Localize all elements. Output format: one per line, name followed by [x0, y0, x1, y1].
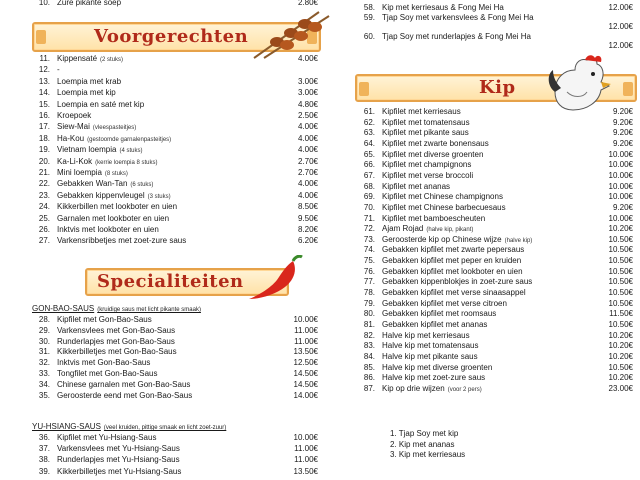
item-price: 2.70€ [297, 168, 318, 177]
section-title: Voorgerechten [94, 26, 249, 47]
item-name: Halve kip met diverse groenten [382, 362, 493, 372]
item-price: 10.50€ [608, 266, 633, 276]
menu-item [355, 245, 635, 255]
menu-item [355, 41, 635, 51]
menu-item [30, 122, 320, 132]
item-price: 10.00€ [608, 170, 633, 180]
menu-item [355, 288, 635, 298]
item-number: 85. [363, 362, 375, 372]
item-number: 84. [363, 351, 375, 361]
menu-item [355, 182, 635, 192]
item-number: 39. [38, 466, 50, 476]
item-name: Kip met kerriesaus & Fong Mei Ha [382, 3, 504, 12]
menu-item [30, 88, 320, 98]
item-name: Kipfilet met champignons [382, 160, 472, 170]
item-price: 4.00€ [297, 122, 318, 132]
item-name: Kipfilet met zwarte bonensaus [382, 138, 489, 148]
menu-item [30, 191, 320, 201]
rooster-icon [545, 52, 615, 114]
menu-item [355, 309, 635, 319]
item-name: Halve kip met pikante saus [382, 351, 478, 361]
item-price: 4.00€ [297, 145, 318, 155]
item-number: 32. [38, 358, 50, 368]
menu-item [355, 320, 635, 330]
item-number: 31. [38, 347, 50, 357]
item-name: Gebakken kipfilet met peper en kruiden [382, 256, 522, 266]
item-name: Tongfilet met Gon-Bao-Saus [57, 369, 158, 378]
item-price: 10.20€ [608, 351, 633, 361]
item-price: 10.50€ [608, 298, 633, 308]
item-name: Varkensribbetjes met zoet-zure saus [57, 236, 187, 246]
item-number: 59. [363, 12, 375, 22]
section-title: Kip [479, 77, 516, 98]
menu-item [355, 214, 635, 224]
menu-item [30, 444, 320, 454]
item-number: 26. [38, 225, 50, 234]
item-number: 73. [363, 234, 375, 244]
menu-item [355, 128, 635, 138]
sub-item-label: 1. Tjap Soy met kip [390, 429, 459, 438]
menu-item [30, 380, 320, 390]
item-number: 24. [38, 202, 50, 212]
menu-item [355, 22, 635, 32]
item-name: Gebakken kipfilet met ananas [382, 320, 488, 329]
menu-item [355, 32, 635, 42]
item-name: Loempia met krab [57, 76, 122, 86]
menu-item [355, 224, 635, 234]
item-number: 67. [363, 170, 375, 180]
item-name: Kroepoek [57, 111, 92, 120]
menu-item [355, 160, 635, 170]
menu-item [30, 65, 320, 75]
menu-item [355, 299, 635, 309]
item-price: 10.50€ [608, 256, 633, 266]
item-price: 10.50€ [608, 245, 633, 255]
item-number: 78. [363, 288, 375, 298]
item-name: Runderlapjes met Yu-Hsiang-Saus [57, 455, 180, 465]
item-price: 10.20€ [608, 341, 633, 351]
item-price: 11.00€ [294, 444, 318, 454]
item-name: Varkensvlees met Gon-Bao-Saus [57, 325, 176, 335]
menu-item [30, 54, 320, 64]
satay-skewers-icon [249, 10, 334, 60]
menu-item [30, 77, 320, 87]
item-price: 11.00€ [294, 336, 318, 346]
item-number: 13. [38, 76, 50, 86]
item-name: Kikkerbillen met lookboter en uien [57, 202, 178, 212]
menu-item [30, 134, 320, 144]
item-name: Zure pikante soep [57, 0, 122, 7]
menu-item [355, 171, 635, 181]
item-price: 4.00€ [297, 133, 318, 143]
item-name: Gebakken kippenvleugel (3 stuks) [57, 190, 171, 200]
item-price: 14.50€ [293, 379, 318, 389]
item-price: 9.20€ [612, 202, 633, 212]
item-name: Chinese garnalen met Gon-Bao-Saus [57, 379, 191, 389]
menu-item [30, 214, 320, 224]
menu-item [355, 352, 635, 362]
item-number: 15. [38, 99, 50, 109]
item-name: Kikkerbilletjes met Yu-Hsiang-Saus [57, 466, 182, 476]
red-chili-pepper-icon [245, 255, 305, 303]
menu-item [30, 202, 320, 212]
item-number: 80. [363, 309, 375, 319]
menu-item [355, 267, 635, 277]
item-description: (2 stuks) [100, 57, 124, 63]
item-number: 22. [38, 179, 50, 189]
item-price: 8.50€ [297, 202, 318, 212]
item-name: Geroosterde kip op Chinese wijze (halve kip) [382, 234, 533, 244]
item-price: 10.00€ [608, 192, 633, 202]
item-number: 58. [363, 3, 375, 12]
item-price: 4.00€ [297, 179, 318, 189]
item-price: 3.00€ [297, 88, 318, 98]
item-number: 62. [363, 117, 375, 127]
item-name: Vietnam loempia (4 stuks) [57, 145, 143, 155]
item-price: 11.00€ [294, 325, 318, 335]
item-price: 9.20€ [612, 128, 633, 138]
menu-item [355, 331, 635, 341]
item-name: Mini loempia (8 stuks) [57, 168, 128, 177]
item-number: 33. [38, 369, 50, 378]
item-number: 21. [38, 168, 50, 177]
item-price: 9.20€ [612, 117, 633, 127]
item-number: 25. [38, 213, 50, 223]
item-name: Varkensvlees met Yu-Hsiang-Saus [57, 444, 180, 454]
item-number: 37. [38, 444, 50, 454]
sub-item [355, 440, 635, 450]
item-price: 12.00€ [608, 41, 633, 50]
item-number: 38. [38, 455, 50, 465]
item-price: 9.20€ [612, 107, 633, 116]
menu-item [355, 13, 635, 23]
item-number: 63. [363, 128, 375, 138]
item-price: 10.20€ [608, 330, 633, 340]
item-name: - [57, 65, 60, 75]
item-number: 60. [363, 31, 375, 41]
item-name: Inktvis met Gon-Bao-Saus [57, 358, 151, 368]
menu-item [30, 225, 320, 235]
item-name: Garnalen met lookboter en uien [57, 213, 170, 223]
item-price: 2.50€ [297, 111, 318, 120]
item-description: (kerrie loempia 8 stuks) [95, 159, 158, 166]
item-name: Loempia met kip [57, 88, 116, 98]
item-number: 77. [363, 277, 375, 287]
item-name: Ha-Kou (gestoomde garnalenpasteitjes) [57, 133, 172, 143]
item-price: 10.20€ [608, 373, 633, 383]
item-price: 11.00€ [294, 455, 318, 465]
item-price: 4.00€ [297, 190, 318, 200]
item-description: (halve kip, pikant) [426, 227, 474, 234]
item-number: 82. [363, 330, 375, 340]
item-name: Kippensaté (2 stuks) [57, 54, 124, 63]
menu-item [355, 277, 635, 287]
menu-item [30, 157, 320, 167]
item-price: 10.00€ [293, 315, 318, 324]
menu-item [355, 235, 635, 245]
item-price: 12.00€ [608, 22, 633, 31]
item-price: 23.00€ [608, 383, 633, 393]
item-name: Gebakken kipfilet met verse citroen [382, 298, 507, 308]
menu-item [355, 341, 635, 351]
item-number: 70. [363, 202, 375, 212]
item-price: 4.80€ [297, 99, 318, 109]
item-price: 10.50€ [608, 362, 633, 372]
menu-item [355, 373, 635, 383]
sauce-header-yuhsiang: YU-HSIANG-SAUS (veel kruiden, pittige smaak en licht zoet-zuur) [32, 422, 227, 431]
menu-item [30, 337, 320, 347]
item-name: Kipfilet met Chinese barbecuesaus [382, 202, 506, 212]
menu-item [355, 118, 635, 128]
menu-item [30, 347, 320, 357]
item-number: 65. [363, 149, 375, 159]
menu-item [355, 192, 635, 202]
item-price: 4.00€ [297, 54, 318, 63]
item-description: (halve kip) [504, 237, 533, 244]
item-description: (6 stuks) [130, 182, 154, 189]
item-number: 35. [38, 390, 50, 400]
item-price: 10.50€ [608, 277, 633, 287]
item-name: Inktvis met lookboter en uien [57, 225, 159, 234]
item-price: 6.20€ [297, 236, 318, 246]
item-name: Kipfilet met bamboescheuten [382, 213, 486, 223]
item-number: 64. [363, 138, 375, 148]
menu-item [30, 326, 320, 336]
item-number: 27. [38, 236, 50, 246]
sub-item [355, 450, 635, 460]
item-name: Kipfilet met Gon-Bao-Saus [57, 315, 152, 324]
item-price: 10.00€ [608, 181, 633, 191]
item-name: Gebakken kipfilet met lookboter en uien [382, 266, 523, 276]
item-price: 10.50€ [608, 320, 633, 329]
menu-item [30, 467, 320, 477]
item-price: 10.00€ [293, 433, 318, 442]
menu-item [30, 0, 320, 8]
item-number: 23. [38, 190, 50, 200]
item-number: 36. [38, 433, 50, 442]
menu-item [355, 384, 635, 394]
item-description: (8 stuks) [104, 171, 128, 177]
item-price: 2.80€ [297, 0, 318, 7]
item-name: Kipfilet met diverse groenten [382, 149, 484, 159]
item-description: (gestoomde garnalenpasteitjes) [87, 136, 172, 143]
item-name: Ka-Li-Kok (kerrie loempia 8 stuks) [57, 156, 158, 166]
menu-item [30, 236, 320, 246]
item-name: Kipfilet met kerriesaus [382, 107, 461, 116]
item-price: 11.50€ [609, 309, 633, 319]
item-number: 28. [38, 315, 50, 324]
item-price: 13.50€ [293, 347, 318, 357]
item-price: 10.00€ [608, 149, 633, 159]
item-name: Kipfilet met tomatensaus [382, 117, 470, 127]
item-price: 10.50€ [608, 234, 633, 244]
menu-item [355, 150, 635, 160]
item-number: 30. [38, 336, 50, 346]
item-number: 76. [363, 266, 375, 276]
item-name: Halve kip met tomatensaus [382, 341, 479, 351]
item-number: 66. [363, 160, 375, 170]
item-number: 16. [38, 111, 50, 120]
item-number: 10. [38, 0, 50, 7]
sauce-header-gonbao: GON-BAO-SAUS (kruidige saus met licht pikante smaak) [32, 304, 201, 313]
item-price: 2.70€ [297, 156, 318, 166]
item-name: Gebakken kipfilet met roomsaus [382, 309, 497, 319]
item-number: 19. [38, 145, 50, 155]
menu-item [30, 391, 320, 401]
item-name: Loempia en saté met kip [57, 99, 145, 109]
item-number: 71. [363, 213, 375, 223]
item-name: Gebakken kipfilet met zwarte pepersaus [382, 245, 525, 255]
item-price: 10.20€ [608, 224, 633, 234]
item-number: 68. [363, 181, 375, 191]
sub-item-label: 2. Kip met ananas [390, 439, 455, 449]
item-name: Kipfilet met Chinese champignons [382, 192, 503, 202]
item-price: 14.50€ [293, 369, 318, 378]
menu-item [30, 168, 320, 178]
item-name: Halve kip met zoet-zure saus [382, 373, 486, 383]
item-price: 14.00€ [293, 390, 318, 400]
menu-item [30, 111, 320, 121]
item-name: Kipfilet met verse broccoli [382, 170, 474, 180]
section-title: Specialiteiten [97, 271, 244, 292]
item-name: Tjap Soy met runderlapjes & Fong Mei Ha [382, 31, 531, 41]
item-description: (3 stuks) [147, 193, 171, 200]
item-name: Kikkerbilletjes met Gon-Bao-Saus [57, 347, 177, 357]
item-name: Gebakken Wan-Tan (6 stuks) [57, 179, 154, 189]
item-price: 13.50€ [293, 466, 318, 476]
item-description: (voor 2 pers) [447, 386, 482, 393]
sub-item-label: 3. Kip met kerriesaus [390, 450, 466, 459]
item-number: 81. [363, 320, 375, 329]
item-description: (4 stuks) [119, 148, 143, 155]
menu-item [30, 455, 320, 465]
item-price: 8.20€ [297, 225, 318, 234]
item-number: 29. [38, 325, 50, 335]
menu-item [355, 3, 635, 13]
sub-item [355, 429, 635, 439]
item-number: 14. [38, 88, 50, 98]
item-name: Gebakken kipfilet met verse sinaasappel [382, 288, 526, 298]
menu-item [355, 139, 635, 149]
item-number: 11. [39, 54, 50, 63]
item-number: 87. [363, 383, 375, 393]
item-name: Tjap Soy met varkensvlees & Fong Mei Ha [382, 12, 534, 22]
item-number: 74. [363, 245, 375, 255]
item-price: 10.00€ [608, 213, 633, 223]
item-name: Halve kip met kerriesaus [382, 330, 470, 340]
item-number: 75. [363, 256, 375, 266]
menu-item [355, 107, 635, 117]
item-number: 12. [38, 65, 50, 75]
menu-item [355, 363, 635, 373]
item-price: 12.00€ [608, 3, 633, 12]
item-description: (vleespasteitjes) [92, 125, 137, 132]
item-name: Siew-Mai (vleespasteitjes) [57, 122, 137, 132]
item-price: 3.00€ [297, 76, 318, 86]
item-number: 61. [363, 107, 375, 116]
item-number: 83. [363, 341, 375, 351]
item-name: Kip op drie wijzen (voor 2 pers) [382, 383, 482, 393]
menu-item [30, 433, 320, 443]
menu-item [355, 256, 635, 266]
menu-item [355, 203, 635, 213]
item-number: 17. [38, 122, 50, 132]
item-name: Ajam Rojad (halve kip, pikant) [382, 224, 474, 234]
item-number: 72. [363, 224, 375, 234]
item-price: 9.50€ [297, 213, 318, 223]
menu-item [30, 315, 320, 325]
menu-item [30, 145, 320, 155]
item-name: Kipfilet met Yu-Hsiang-Saus [57, 433, 157, 442]
item-number: 34. [38, 379, 50, 389]
item-price: 9.20€ [612, 138, 633, 148]
item-name: Kipfilet met pikante saus [382, 128, 469, 138]
menu-item [30, 369, 320, 379]
section-banner-voorgerechten [32, 22, 321, 52]
item-name: Geroosterde eend met Gon-Bao-Saus [57, 390, 193, 400]
item-number: 18. [38, 133, 50, 143]
item-name: Gebakken kippenblokjes in zoet-zure saus [382, 277, 533, 287]
item-name: Kipfilet met ananas [382, 181, 451, 191]
item-number: 69. [363, 192, 375, 202]
item-price: 10.50€ [608, 288, 633, 298]
item-number: 79. [363, 298, 375, 308]
item-price: 12.50€ [293, 358, 318, 368]
item-number: 86. [363, 373, 375, 383]
item-number: 20. [38, 156, 50, 166]
menu-item [30, 358, 320, 368]
item-name: Runderlapjes met Gon-Bao-Saus [57, 336, 175, 346]
menu-item [30, 179, 320, 189]
menu-item [30, 100, 320, 110]
item-price: 10.00€ [608, 160, 633, 170]
